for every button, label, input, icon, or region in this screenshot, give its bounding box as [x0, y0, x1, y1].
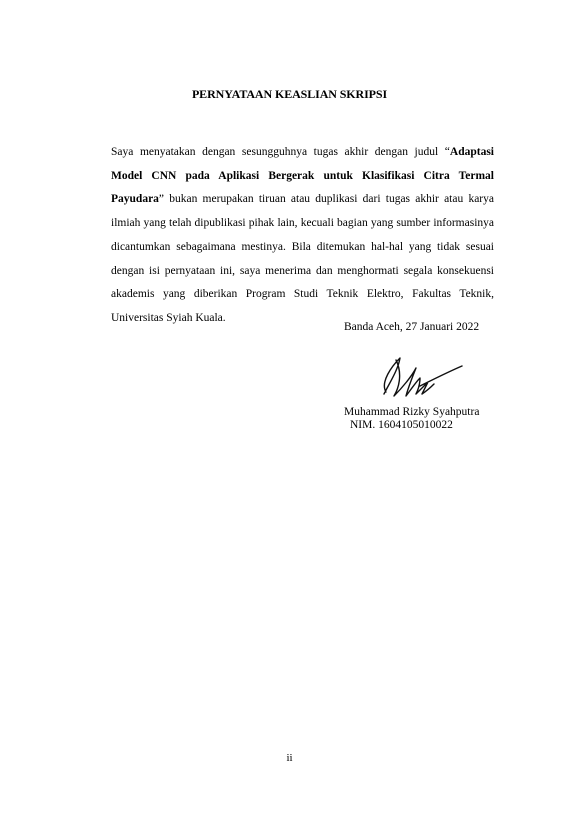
page-number: ii — [286, 752, 293, 764]
page-title: PERNYATAAN KEASLIAN SKRIPSI — [191, 87, 388, 101]
author-name: Muhammad Rizky Syahputra — [344, 406, 480, 418]
signature-image — [372, 352, 464, 402]
statement-suffix: ” bukan merupakan tiruan atau duplikasi dari tugas akhir atau karya ilmiah yang telah dipublikasi pihak lain, kecuali bagian yang sumber informasinya dicantumkan sebagaimana mestinya. Bila ditemukan hal-hal yang tidak sesuai dengan isi pernyataan ini, saya menerima dan menghormati segala konsekuensi akademis yang diberikan Program Studi Teknik Elektro, Fakultas Teknik, Universitas Syiah Kuala. — [111, 193, 494, 324]
place-date: Banda Aceh, 27 Januari 2022 — [344, 321, 480, 333]
student-id: NIM. 1604105010022 — [350, 419, 453, 431]
statement-prefix: Saya menyatakan dengan sesungguhnya tugas akhir dengan judul “ — [111, 146, 450, 158]
statement-paragraph — [111, 141, 494, 331]
thesis-title: Adaptasi Model CNN pada Aplikasi Bergerak untuk Klasifikasi Citra Termal Payudara — [111, 146, 494, 206]
